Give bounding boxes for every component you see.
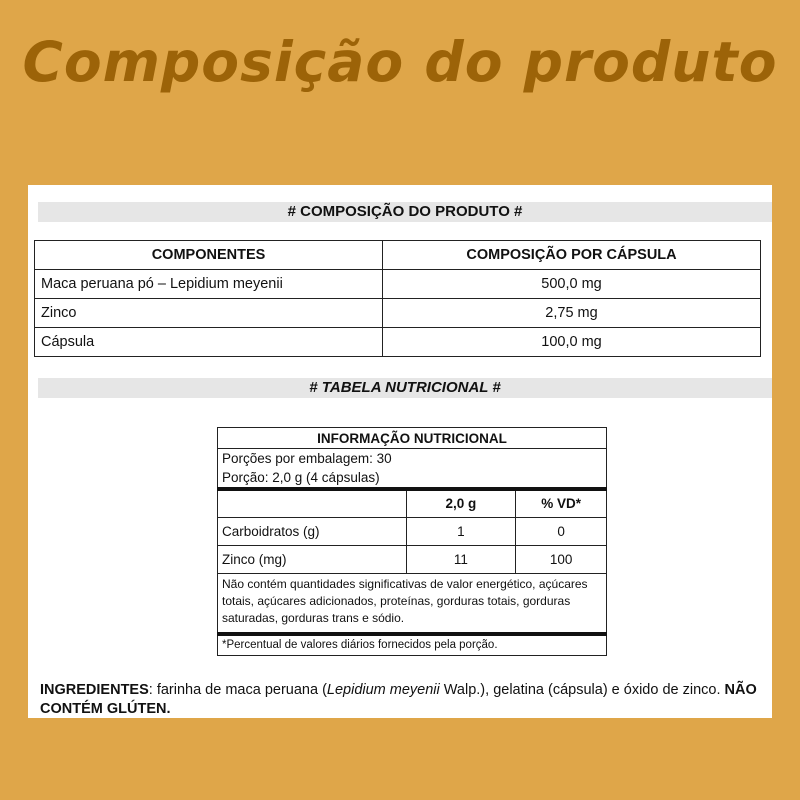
composition-band-title: # COMPOSIÇÃO DO PRODUTO # bbox=[38, 202, 772, 222]
product-sheet bbox=[28, 185, 772, 718]
species-name: Lepidium meyenii bbox=[326, 682, 440, 698]
ingredients-text-part: : farinha de maca peruana ( bbox=[148, 682, 327, 698]
composition-header-row bbox=[35, 241, 761, 270]
ingredients-paragraph bbox=[40, 681, 760, 719]
portion-size: Porção: 2,0 g (4 cápsulas) bbox=[218, 469, 607, 489]
nutrition-title: INFORMAÇÃO NUTRICIONAL bbox=[218, 428, 607, 449]
table-row bbox=[218, 518, 607, 546]
component-name: Cápsula bbox=[35, 328, 383, 357]
nutrition-facts-table bbox=[217, 427, 607, 656]
nutrient-name: Zinco (mg) bbox=[218, 546, 407, 574]
nutrient-amount: 11 bbox=[406, 546, 516, 574]
nutrient-amount: 1 bbox=[406, 518, 516, 546]
component-amount: 100,0 mg bbox=[383, 328, 761, 357]
ingredients-label: INGREDIENTES bbox=[40, 682, 149, 698]
page-heading: Composição do produto bbox=[22, 30, 778, 94]
daily-value-footnote: *Percentual de valores diários fornecidos pela porção. bbox=[218, 634, 607, 656]
gluten-free-notice: NÃO CONTÉM GLÚTEN. bbox=[40, 682, 757, 717]
nutrition-header-row bbox=[218, 489, 607, 518]
table-row bbox=[35, 270, 761, 299]
ingredients-text-part: Walp.), gelatina (cápsula) e óxido de zinco. bbox=[439, 682, 725, 698]
component-name: Zinco bbox=[35, 299, 383, 328]
table-row bbox=[218, 546, 607, 574]
nutrient-daily-value: 0 bbox=[516, 518, 607, 546]
nutrient-name: Carboidratos (g) bbox=[218, 518, 407, 546]
components-header: COMPONENTES bbox=[35, 241, 383, 270]
nutrition-band-title: # TABELA NUTRICIONAL # bbox=[38, 378, 772, 398]
capsule-composition-header: COMPOSIÇÃO POR CÁPSULA bbox=[383, 241, 761, 270]
component-name: Maca peruana pó – Lepidium meyenii bbox=[35, 270, 383, 299]
component-amount: 500,0 mg bbox=[383, 270, 761, 299]
table-row bbox=[35, 299, 761, 328]
table-row bbox=[35, 328, 761, 357]
nutrient-daily-value: 100 bbox=[516, 546, 607, 574]
composition-table bbox=[34, 240, 761, 357]
nutrition-note: Não contém quantidades significativas de valor energético, açúcares totais, açúcares adicionados, proteínas, gorduras totais, gorduras saturadas, gorduras trans e sódio. bbox=[218, 574, 607, 634]
daily-value-column-header: % VD* bbox=[516, 489, 607, 518]
nutrient-column-header bbox=[218, 489, 407, 518]
servings-per-package: Porções por embalagem: 30 bbox=[218, 449, 607, 469]
portion-column-header: 2,0 g bbox=[406, 489, 516, 518]
component-amount: 2,75 mg bbox=[383, 299, 761, 328]
